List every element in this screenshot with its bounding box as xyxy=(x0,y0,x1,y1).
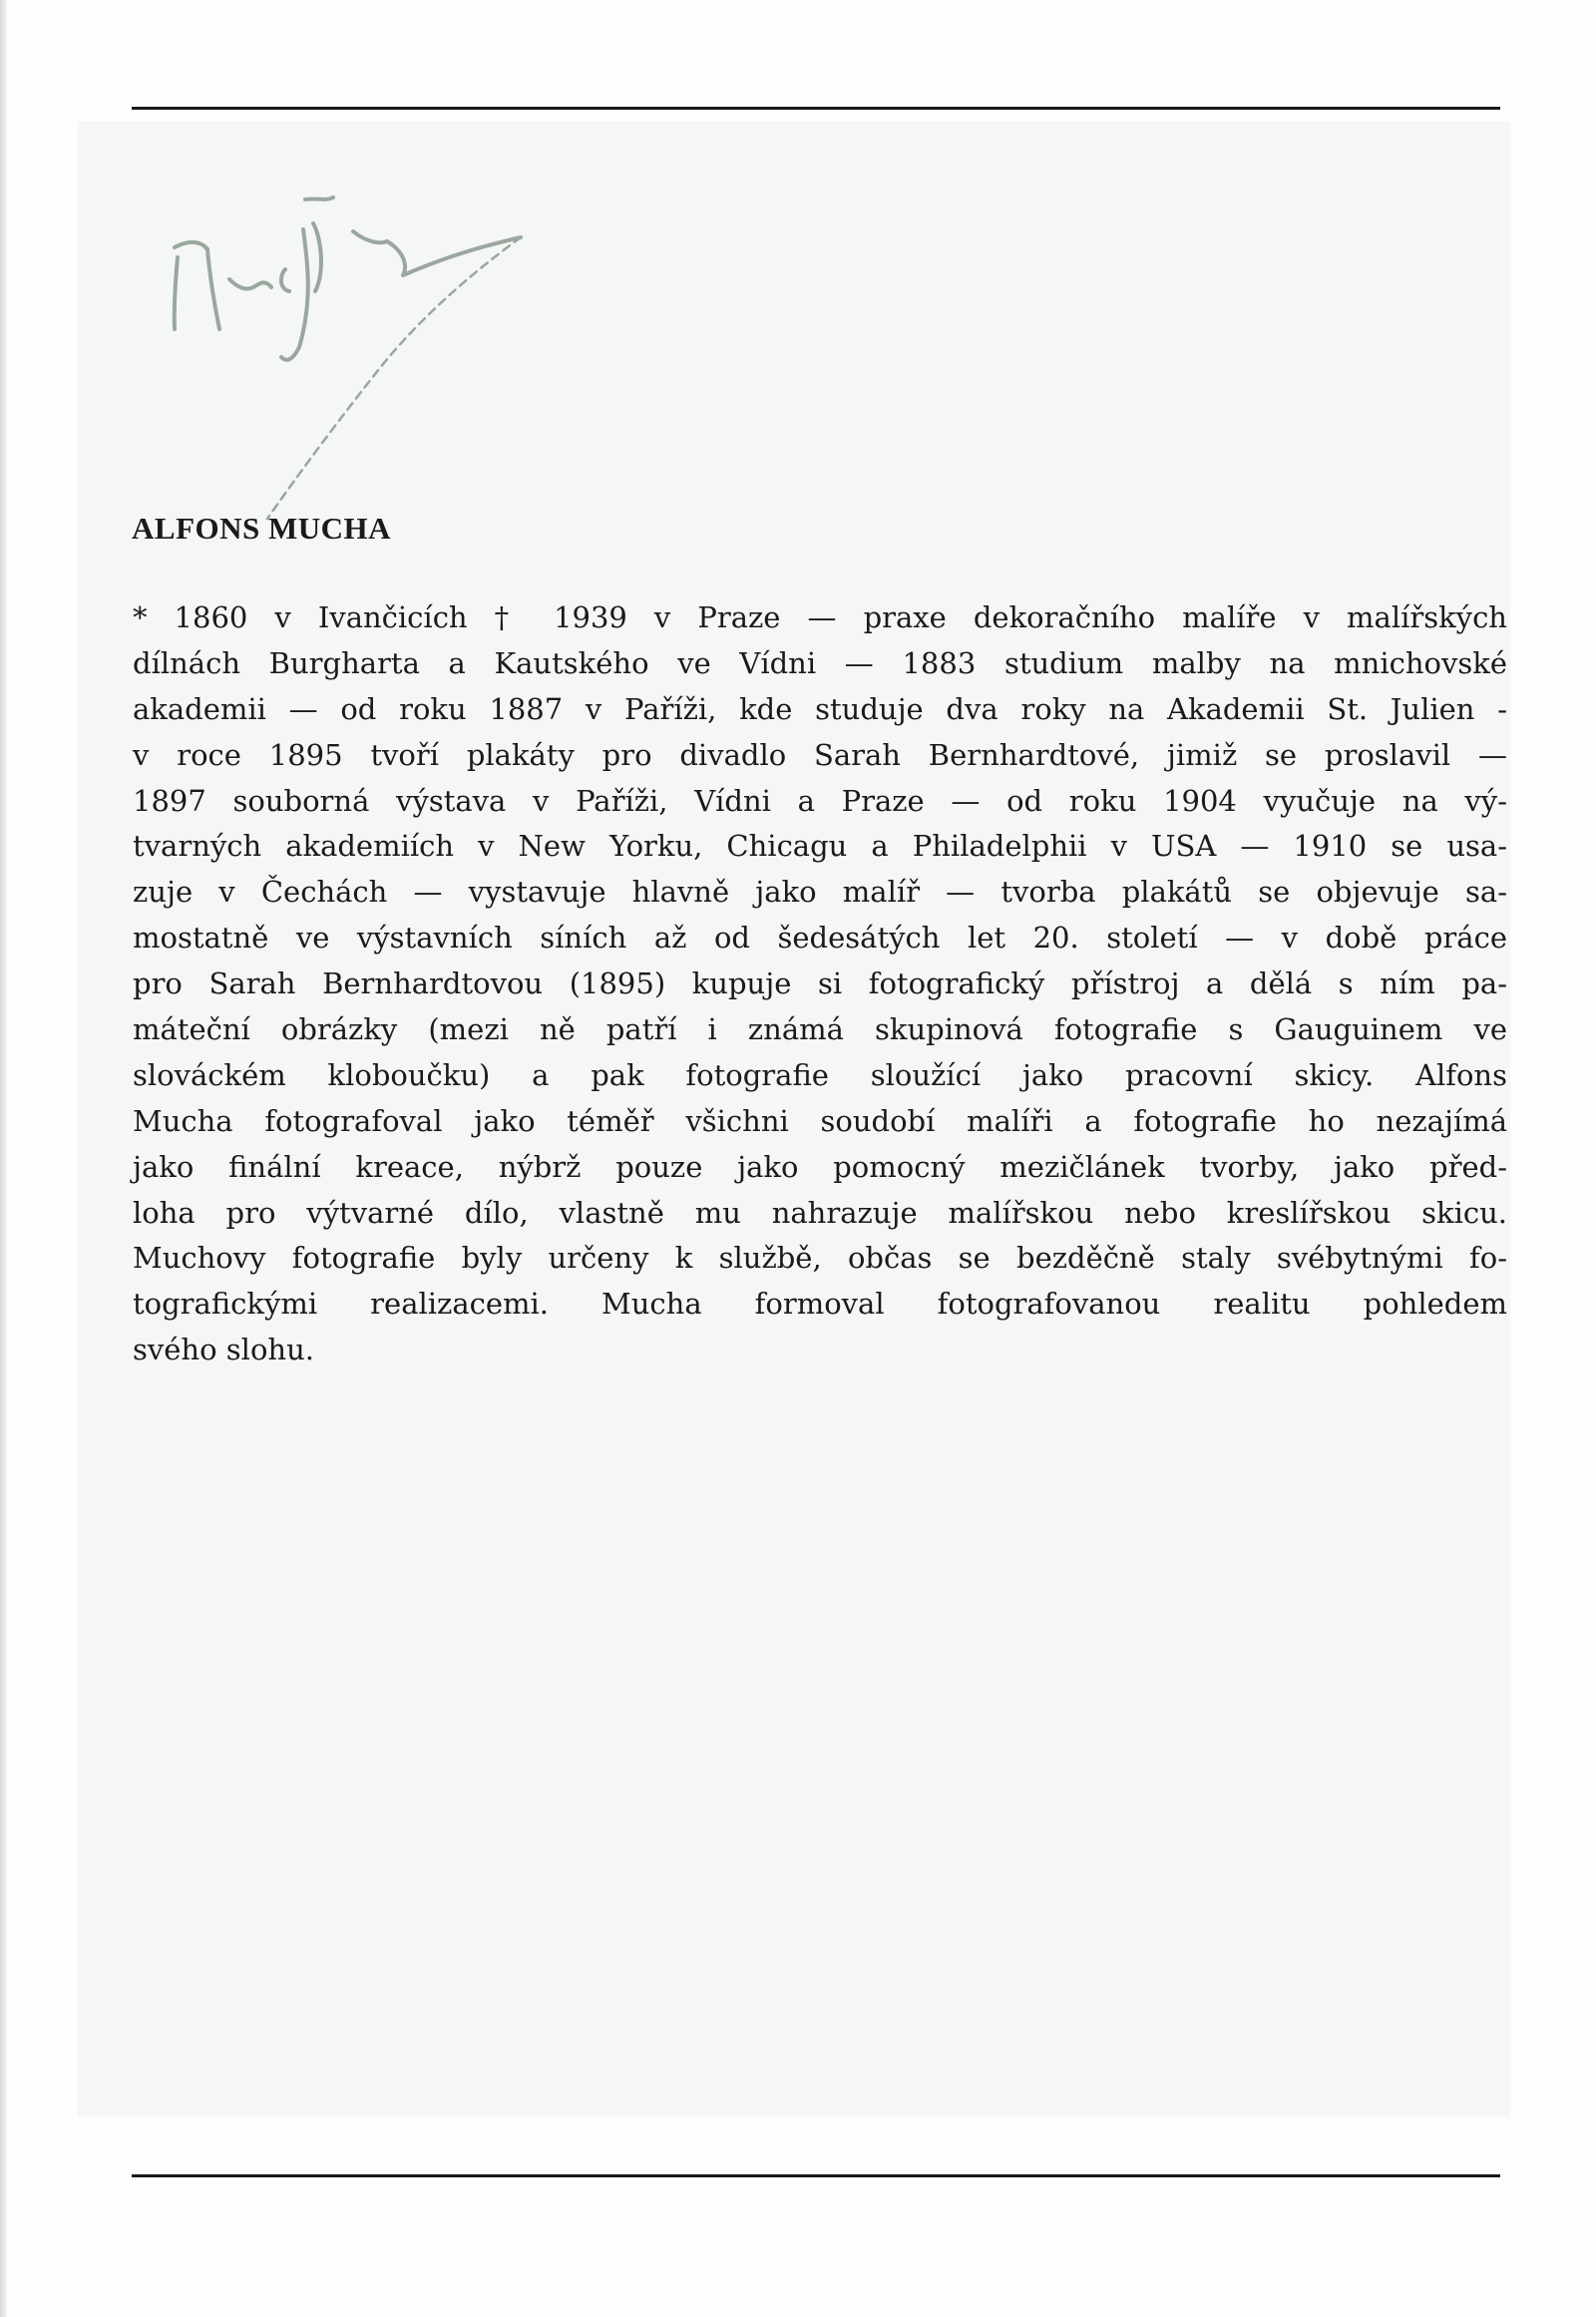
bio-line: jako finální kreace, nýbrž pouze jako pomocný mezičlánek tvorby, jako před- xyxy=(133,1149,1507,1184)
page-edge-shadow xyxy=(0,0,7,2317)
bio-line: v roce 1895 tvoří plakáty pro divadlo Sarah Bernhardtové, jimiž se proslavil — xyxy=(133,737,1507,772)
bio-line: slováckém kloboučku) a pak fotografie sloužící jako pracovní skicy. Alfons xyxy=(133,1057,1507,1092)
bio-line: mostatně ve výstavních síních až od šedesátých let 20. století — v době práce xyxy=(133,921,1507,956)
bio-line: loha pro výtvarné dílo, vlastně mu nahrazuje malířskou nebo kreslířskou skicu. xyxy=(133,1195,1507,1230)
bio-line: 1897 souborná výstava v Paříži, Vídni a Praze — od roku 1904 vyučuje na vý- xyxy=(133,783,1507,818)
bio-line: zuje v Čechách — vystavuje hlavně jako malíř — tvorba plakátů se objevuje sa- xyxy=(133,875,1507,910)
artist-heading: ALFONS MUCHA xyxy=(132,511,392,546)
bio-line: * 1860 v Ivančicích † 1939 v Praze — praxe dekoračního malíře v malířských xyxy=(133,600,1507,634)
bio-line: pro Sarah Bernhardtovou (1895) kupuje si fotografický přístroj a dělá s ním pa- xyxy=(133,966,1507,1001)
bio-line: Muchovy fotografie byly určeny k službě, občas se bezděčně staly svébytnými fo- xyxy=(133,1241,1507,1276)
bottom-rule xyxy=(132,2174,1500,2177)
bio-line: tvarných akademiích v New Yorku, Chicagu a Philadelphii v USA — 1910 se usa- xyxy=(133,829,1507,864)
signature xyxy=(150,180,549,539)
bio-line: svého slohu. xyxy=(133,1333,314,1367)
bio-line: akademii — od roku 1887 v Paříži, kde studuje dva roky na Akademii St. Julien - xyxy=(133,691,1507,726)
top-rule xyxy=(132,107,1500,110)
bio-line: dílnách Burgharta a Kautského ve Vídni — 1883 studium malby na mnichovské xyxy=(133,645,1507,680)
bio-line: tografickými realizacemi. Mucha formoval fotografovanou realitu pohledem xyxy=(133,1287,1507,1322)
biography-text xyxy=(133,595,1507,1373)
signature-text: Mucha xyxy=(150,180,153,181)
bio-line: Mucha fotografoval jako téměř všichni soudobí malíři a fotografie ho nezajímá xyxy=(133,1103,1507,1138)
bio-line: máteční obrázky (mezi ně patří i známá skupinová fotografie s Gauguinem ve xyxy=(133,1012,1507,1047)
